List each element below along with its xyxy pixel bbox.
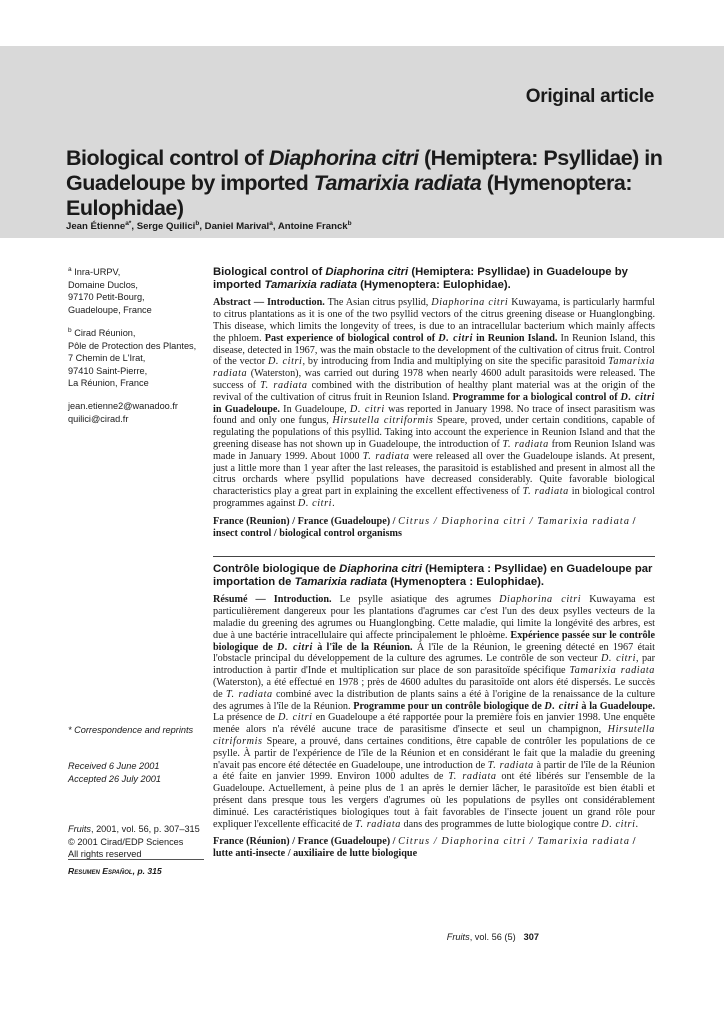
text-run: D. citri — [544, 700, 579, 712]
resumen-label: Resumen Español — [68, 866, 133, 876]
citation-journal: Fruits — [68, 824, 91, 834]
text-run: / lutte anti-insecte / auxiliaire de lutte biologique — [213, 836, 636, 860]
text-run: Speare, proved, under certain conditions, capable of regulating the populations of this psyllid. Taking into account the experience in Reunion Island and that the greening disease has not shown up in Guadeloupe, the introduction of — [213, 415, 656, 450]
text-run: Diaphorina citri — [431, 297, 509, 309]
author-name: Jean Étienne — [66, 221, 126, 232]
resumen-page: , p. 315 — [132, 866, 162, 876]
text-run: Diaphorina citri — [325, 266, 409, 278]
text-run: Programme for a biological control of — [452, 391, 621, 403]
text-run: , by introducing from India and multiplying on site the specific parasitoid — [302, 356, 609, 368]
affiliation-line: Pôle de Protection des Plantes, — [68, 340, 197, 351]
received-date: Received 6 June 2001 — [68, 761, 160, 771]
rights: All rights reserved — [68, 849, 142, 859]
text-run: D. citri — [297, 497, 333, 509]
text-run: à la Guadeloupe. — [578, 700, 655, 712]
author-affiliation-mark: b — [195, 219, 200, 227]
text-run: (Waterston), a été effectué en 1978 ; près de 4600 adultes du parasitoïde ont alors été dispersés. Le succès de — [213, 676, 655, 700]
accepted-date: Accepted 26 July 2001 — [68, 773, 161, 784]
text-run: . — [332, 497, 335, 509]
text-run: D. citri — [349, 403, 385, 415]
text-run: D. citri — [600, 653, 637, 665]
email-list — [68, 400, 204, 425]
text-run: T. radiata — [354, 818, 401, 830]
text-run: from Reunion Island was made in January 1999. About 1000 — [213, 438, 655, 462]
text-run: Hirsutella citriformis — [332, 415, 434, 427]
text-run: Speare, a prouvé, dans certaines conditions, être capable de contrôler les populations de ce psylle. À partir de l'expérience de l'île de la Réunion et en considérant le fait que la maladie du greening n'avait pas encore été détectée en Guadeloupe, une introduction de — [213, 735, 655, 771]
text-run: D. citri — [620, 391, 655, 403]
french-abstract-block — [213, 563, 655, 860]
text-run: à partir de l'île de la Réunion a été faite en janvier 1999. Environ 1000 adultes de — [213, 759, 655, 783]
page-footer — [447, 932, 539, 942]
text-run: Programme pour un contrôle biologique de — [353, 700, 545, 712]
footer-volume: , vol. 56 (5) — [469, 932, 516, 942]
text-run: Abstract — Introduction. — [213, 297, 325, 309]
text-run: D. citri — [438, 332, 474, 344]
citation-block — [68, 823, 204, 861]
text-run: T. radiata — [522, 486, 569, 498]
text-run: , par introduction à partir d'Inde et multiplication sur place de son parasitoïde spécifique — [213, 653, 655, 677]
text-run: D. citri — [277, 712, 313, 724]
author-name: Daniel Marival — [204, 221, 270, 232]
copyright: © 2001 Cirad/EDP Sciences — [68, 836, 184, 847]
text-run: (Hemiptera : Psyllidae) en Guadeloupe par importation de — [213, 563, 653, 589]
french-title — [213, 563, 655, 589]
text-run: Tamarixia radiata — [213, 356, 655, 380]
text-run: T. radiata — [260, 379, 308, 391]
text-run: were released all over the Guadeloupe islands. At present, just a little more than 1 year after the last releases, the parasitoid is established and present in almost all the citrus orchards where psyllid populations have decreased considerably. Quite favorable biological characteristics play a great part in explaining the excellent effectiveness of — [213, 450, 655, 498]
text-run: in Reunion Island. — [473, 332, 558, 344]
text-run: (Hymenoptera: Eulophidae) — [66, 171, 632, 220]
author-list: Jean Étienne$^{a*}$, Serge Quilici$^b$, Daniel Marival$^a$, Antoine Franck$^b$ — [66, 219, 352, 232]
resumen-rule — [68, 859, 204, 860]
author-affiliation-mark: b — [347, 219, 352, 227]
text-run: D. citri — [601, 818, 636, 830]
text-run: Kuwayama est particulièrement dangereux pour les plantations d'agrumes car c'est l'un des deux psylles vecteurs de la maladie du greening des agrumes ou Huanglongbing. Cette maladie, qui limite la longévité des arbres, est due à une bactérie intracellulaire qui affecte principalement le phloème. — [213, 594, 655, 641]
affiliation-a — [68, 266, 204, 316]
article-title — [66, 146, 666, 221]
abstract-separator — [213, 556, 655, 557]
text-run: Contrôle biologique de — [213, 563, 340, 575]
text-run: à l'île de la Réunion. — [312, 641, 413, 653]
text-run: Tamarixia radiata — [313, 171, 482, 195]
text-run: (Waterston), was carried out during 1978 when nearly 4600 adult parasitoids were released. The success of — [213, 368, 655, 391]
text-run: Diaphorina citri — [268, 146, 419, 170]
french-keywords — [213, 836, 655, 860]
english-title — [213, 266, 655, 292]
text-run: Le psylle asiatique des agrumes — [331, 594, 500, 606]
text-run: en Guadeloupe a été rapportée pour la première fois en janvier 1998. Une enquête menée alors n'a révélé aucune trace de parasitisme d'insecte et seul un champignon, — [213, 712, 656, 736]
author-affiliation-mark: a — [269, 219, 273, 227]
affiliation-line: La Réunion, France — [68, 378, 149, 388]
affiliation-line: 7 Chemin de L'Irat, — [68, 353, 146, 363]
affiliation-line: 97410 Saint-Pierre, — [68, 365, 148, 376]
english-abstract — [213, 297, 655, 509]
text-run: in biological control programmes against — [213, 486, 655, 509]
text-run: France (Reunion) / France (Guadeloupe) / — [213, 515, 399, 527]
text-run: Tamarixia radiata — [569, 665, 656, 677]
text-run: T. radiata — [225, 688, 273, 700]
text-run: In Reunion Island, this disease, detected in 1967, was the main obstacle to the development of the cultivation of citrus fruit. Control of the vector — [213, 332, 656, 368]
author-name: Antoine Franck — [277, 221, 348, 232]
english-keywords — [213, 516, 655, 540]
text-run: ont été libérés sur l'ensemble de la Guadeloupe. Actuellement, à peine plus de 1 an après le dernier lâcher, le parasitoïde est bien établi et présent dans presque tous les vergers d'agrumes où les populations de psylles ont considérablement diminué. Les caractéristiques biologiques tout à fait favorables de l'insecte jouent un grand rôle pour expliquer l'excellente efficacité de — [213, 771, 655, 830]
text-run: (Hemiptera: Psyllidae) in Guadeloupe by imported — [213, 266, 628, 292]
author-affiliation-mark: a* — [125, 219, 132, 227]
text-run: In Guadeloupe, — [279, 403, 350, 415]
page-number: 307 — [523, 932, 539, 942]
text-run: La présence de — [213, 712, 278, 724]
dates-block — [68, 760, 204, 785]
affiliation-mark: b — [68, 326, 72, 334]
affiliation-line: Domaine Duclos, — [68, 279, 138, 290]
text-run: Biological control of — [66, 146, 269, 170]
text-run: was reported in January 1998. No trace of insect parasitism was found and only one fungus, — [213, 403, 655, 427]
english-abstract-block — [213, 266, 655, 540]
text-run: in Guadeloupe. — [213, 403, 280, 415]
text-run: T. radiata — [487, 759, 534, 771]
text-run: Diaphorina citri — [499, 594, 582, 606]
email-1[interactable]: jean.etienne2@wanadoo.fr — [68, 401, 178, 411]
author-name: Serge Quilici — [136, 221, 196, 232]
affiliation-line: 97170 Petit-Bourg, — [68, 292, 145, 302]
text-run: D. citri — [277, 641, 313, 653]
text-run: Tamarixia radiata — [264, 279, 357, 292]
text-run: / insect control / biological control organisms — [213, 515, 636, 539]
text-run: (Hymenoptera: Eulophidae). — [356, 279, 511, 292]
section-label: Original article — [525, 86, 654, 107]
text-run: Tamarixia radiata — [294, 576, 388, 589]
footer-journal: Fruits — [446, 932, 470, 942]
text-run: combiné avec la distribution de plants sains a été à l'origine de la renaissance de la culture des agrumes à l'île de la Réunion. — [213, 688, 656, 712]
text-run: T. radiata — [502, 438, 549, 450]
affiliation-line: $^a$ Inra-URPV, — [68, 265, 121, 277]
text-run: Biological control of — [213, 266, 326, 278]
correspondence-note: * Correspondence and reprints — [68, 725, 194, 735]
text-run: D. citri — [267, 356, 303, 368]
text-run: À l'île de la Réunion, le greening détecté en 1967 était l'obstacle principal du développement de la culture des agrumes. Le contrôle de son vecteur — [213, 641, 655, 665]
text-run: T. radiata — [448, 771, 497, 783]
text-run: combined with the distribution of healthy plant material was at the origin of the revival of the cultivation of citrus fruit in Reunion Island. — [213, 379, 655, 403]
text-run: (Hemiptera: Psyllidae) in Guadeloupe by imported — [66, 146, 663, 195]
text-run: Kuwayama, is particularly harmful to citrus plantations as it is one of the two psyllid vectors of the citrus greening disease or Huanglongbing. This disease, which limits the longevity of trees, is due to an intracellular bacterium which mainly affects the phloem. — [213, 297, 656, 344]
text-run: Hirsutella citriformis — [213, 724, 655, 747]
email-2[interactable]: quilici@cirad.fr — [68, 413, 129, 424]
affiliation-line: Guadeloupe, France — [68, 304, 152, 315]
text-run: Past experience of biological control of — [264, 332, 439, 344]
text-run: Citrus / Diaphorina citri / Tamarixia radiata — [398, 836, 631, 848]
text-run: Résumé — Introduction. — [213, 594, 332, 606]
affiliation-b — [68, 327, 204, 390]
affiliation-line: $^b$ Cirad Réunion, — [68, 326, 136, 338]
text-run: Citrus / Diaphorina citri / Tamarixia radiata — [398, 515, 631, 527]
affiliation-mark: a — [68, 265, 72, 273]
french-abstract — [213, 594, 655, 830]
text-run: The Asian citrus psyllid, — [324, 297, 432, 309]
text-run: France (Réunion) / France (Guadeloupe) / — [213, 836, 399, 848]
text-run: Diaphorina citri — [339, 563, 423, 575]
text-run: Expérience passée sur le contrôle biologique de — [213, 629, 655, 653]
text-run: (Hymenoptera : Eulophidae). — [387, 576, 545, 589]
text-run: . — [635, 818, 639, 830]
text-run: dans des programmes de lutte biologique contre — [400, 818, 602, 830]
citation-details: , 2001, vol. 56, p. 307–315 — [90, 824, 200, 834]
resumen-link[interactable] — [68, 865, 204, 878]
text-run: T. radiata — [362, 450, 410, 462]
